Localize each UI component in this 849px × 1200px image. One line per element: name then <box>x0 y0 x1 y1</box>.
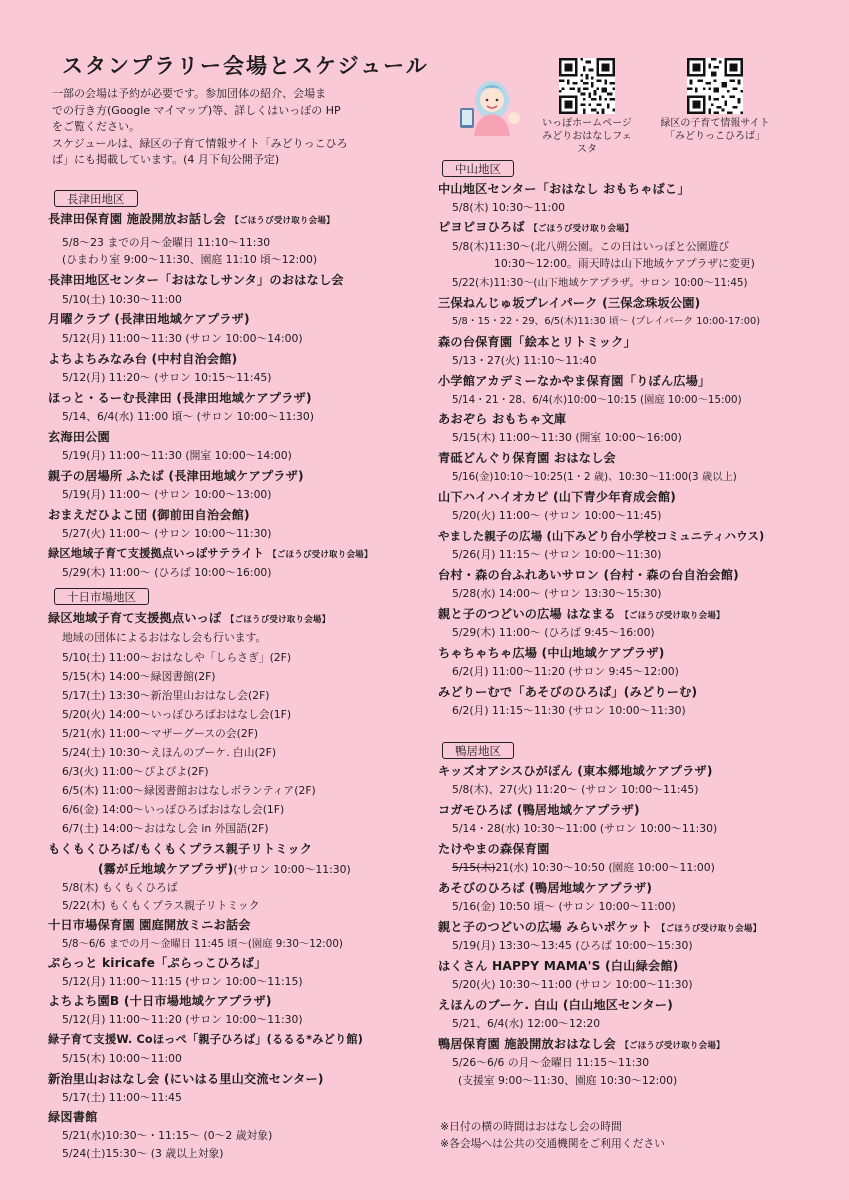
venue-title: 鴨居保育園 施設開放おはなし会 【ごほうび受け取り会場】 <box>438 1037 725 1051</box>
venue-title: あそびのひろば (鴨居地域ケアプラザ) <box>438 881 653 895</box>
schedule-line: 5/27(火) 11:00～ (サロン 10:00～11:30) <box>62 527 272 540</box>
schedule-line: 5/16(金)10:10～10:25(1・2 歳)、10:30～11:00(3 歳以上) <box>452 471 737 483</box>
schedule-line: 6/5(木) 11:00～緑図書館おはなしボランティア(2F) <box>62 784 316 797</box>
venue-subtitle: (霧が丘地域ケアプラザ)(サロン 10:00～11:30) <box>98 862 351 876</box>
region-label-kamoi: 鴨居地区 <box>442 742 514 759</box>
schedule-line: 5/13・27(火) 11:10～11:40 <box>452 354 597 367</box>
reward-tag: 【ごほうび受け取り会場】 <box>268 550 373 560</box>
region-label-nagatsuta: 長津田地区 <box>54 190 138 207</box>
schedule-line: 6/7(土) 14:00～おはなし会 in 外国語(2F) <box>62 822 269 835</box>
region-label-tokaichiba: 十日市場地区 <box>54 588 149 605</box>
venue-title: 森の台保育園「絵本とリトミック」 <box>438 335 636 349</box>
schedule-line: 5/21(水)10:30～・11:15～ (0～2 歳対象) <box>62 1129 273 1142</box>
schedule-line: 5/15(木) 14:00～緑図書館(2F) <box>62 670 216 683</box>
schedule-line: 5/14・28(水) 10:30～11:00 (サロン 10:00～11:30) <box>452 822 718 835</box>
qr-code-icon <box>559 58 615 114</box>
reward-tag: 【ごほうび受け取り会場】 <box>529 224 634 234</box>
schedule-line: 5/22(木) もくもくプラス親子リトミック <box>62 899 260 912</box>
venue-title: ちゃちゃちゃ広場 (中山地域ケアプラザ) <box>438 646 665 660</box>
schedule-line: 5/8(木)11:30～(北八朔公園。この日はいっぽと公園遊び <box>452 240 730 253</box>
schedule-line: 5/12(月) 11:00～11:15 (サロン 10:00～11:15) <box>62 975 303 988</box>
schedule-line: 5/28(水) 14:00～ (サロン 13:30～15:30) <box>452 587 662 600</box>
schedule-line: 6/2(月) 11:00～11:20 (サロン 9:45～12:00) <box>452 665 679 678</box>
schedule-line: (支援室 9:00～11:30、園庭 10:30～12:00) <box>458 1074 678 1087</box>
schedule-line: 10:30～12:00。雨天時は山下地域ケアプラザに変更) <box>494 257 755 270</box>
schedule-line: 5/8～6/6 までの月～金曜日 11:45 頃～(園庭 9:30～12:00) <box>62 938 343 950</box>
venue-title: ピヨピヨひろば 【ごほうび受け取り会場】 <box>438 220 634 234</box>
region-label-nakayama: 中山地区 <box>442 160 514 177</box>
schedule-line: 5/15(木) 11:00～11:30 (開室 10:00～16:00) <box>452 431 682 444</box>
venue-title: 親と子のつどいの広場 みらいポケット 【ごほうび受け取り会場】 <box>438 920 762 934</box>
venue-title: 緑図書館 <box>48 1110 98 1124</box>
venue-title: 緑子育て支援W. Coほっぺ「親子ひろば」(るるる*みどり館) <box>48 1033 364 1046</box>
qr-caption: いっぽホームページ <box>542 118 632 129</box>
intro-line: ば」にも掲載しています。(4 月下旬公開予定) <box>52 153 280 166</box>
venue-title: 新治里山おはなし会 (にいはる里山交流センター) <box>48 1072 324 1086</box>
venue-title: 親子の居場所 ふたば (長津田地域ケアプラザ) <box>48 469 304 483</box>
venue-title: 小学館アカデミーなかやま保育園「りぼん広場」 <box>438 374 711 388</box>
venue-title: 山下ハイハイオカピ (山下青少年育成会館) <box>438 490 676 504</box>
midorikko-qr[interactable] <box>654 58 776 143</box>
intro-line: をご覧ください。 <box>52 120 140 133</box>
schedule-line: 6/3(火) 11:00～ぴよぴよ(2F) <box>62 765 209 778</box>
footnote: ※日付の横の時間はおはなし会の時間 <box>440 1120 622 1133</box>
venue-title: 台村・森の台ふれあいサロン (台村・森の台自治会館) <box>438 568 739 582</box>
schedule-line: 5/19(月) 11:00～ (サロン 10:00～13:00) <box>62 488 272 501</box>
schedule-line: 6/6(金) 14:00～いっぽひろばおはなし会(1F) <box>62 803 285 816</box>
schedule-line: 6/2(月) 11:15～11:30 (サロン 10:00～11:30) <box>452 704 686 717</box>
page-title: スタンプラリー会場とスケジュール <box>62 54 429 78</box>
venue-title: あおぞら おもちゃ文庫 <box>438 412 567 426</box>
schedule-line: (ひまわり室 9:00～11:30、園庭 11:10 頃～12:00) <box>62 253 318 266</box>
intro-line: 一部の会場は予約が必要です。参加団体の紹介、会場ま <box>52 87 327 100</box>
venue-title: 十日市場保育園 園庭開放ミニお話会 <box>48 918 251 932</box>
schedule-line: 5/29(木) 11:00～ (ひろば 10:00～16:00) <box>62 566 272 579</box>
schedule-line: 5/21、6/4(水) 12:00～12:20 <box>452 1017 601 1030</box>
schedule-line: 5/20(火) 14:00～いっぽひろばおはなし会(1F) <box>62 708 292 721</box>
schedule-line: 5/12(月) 11:00～11:20 (サロン 10:00～11:30) <box>62 1013 303 1026</box>
intro-text <box>52 86 424 169</box>
venue-title: 長津田保育園 施設開放お話し会 【ごほうび受け取り会場】 <box>48 212 335 226</box>
schedule-line: 5/19(月) 11:00～11:30 (開室 10:00～14:00) <box>62 449 292 462</box>
schedule-line: 5/20(火) 10:30～11:00 (サロン 10:00～11:30) <box>452 978 693 991</box>
schedule-line: 5/10(土) 11:00～おはなしや「しらさぎ」(2F) <box>62 651 292 664</box>
schedule-line: 5/14・21・28、6/4(水)10:00～10:15 (園庭 10:00～15:00) <box>452 394 742 406</box>
schedule-line: 地域の団体によるおはなし会も行います。 <box>62 631 267 644</box>
schedule-line: 5/22(木)11:30～(山下地域ケアプラザ。サロン 10:00～11:45) <box>452 277 748 289</box>
venue-title: みどりーむで「あそびのひろば」(みどりーむ) <box>438 685 698 699</box>
venue-title: 中山地区センター「おはなし おもちゃばこ」 <box>438 182 690 196</box>
schedule-line: 5/29(木) 11:00～ (ひろば 9:45～16:00) <box>452 626 655 639</box>
schedule-line: 5/8(木) 10:30～11:00 <box>452 201 566 214</box>
schedule-line: 5/8～23 までの月～金曜日 11:10～11:30 <box>62 236 271 249</box>
venue-title: おまえだひよこ団 (御前田自治会館) <box>48 508 250 522</box>
schedule-line: 5/15(木)21(水) 10:30～10:50 (園庭 10:00～11:00) <box>452 861 715 874</box>
schedule-line: 5/8(木)、27(火) 11:20～ (サロン 10:00～11:45) <box>452 783 699 796</box>
schedule-line: 5/19(月) 13:30～13:45 (ひろば 10:00～15:30) <box>452 939 693 952</box>
qr-caption: 「みどりっこひろば」 <box>665 131 765 142</box>
reward-tag: 【ごほうび受け取り会場】 <box>620 611 725 621</box>
footnote: ※各会場へは公共の交通機関をご利用ください <box>440 1137 665 1150</box>
qr-caption: 緑区の子育て情報サイト <box>660 118 770 129</box>
schedule-line: 5/14、6/4(水) 11:00 頃～ (サロン 10:00～11:30) <box>62 410 314 423</box>
venue-title: 親と子のつどいの広場 はなまる 【ごほうび受け取り会場】 <box>438 607 725 621</box>
qr-code-icon <box>687 58 743 114</box>
schedule-line: 5/10(土) 10:30～11:00 <box>62 293 182 306</box>
venue-title: 青砥どんぐり保育園 おはなし会 <box>438 451 616 465</box>
schedule-line: 5/12(月) 11:20～ (サロン 10:15～11:45) <box>62 371 272 384</box>
venue-title: ほっと・るーむ長津田 (長津田地域ケアプラザ) <box>48 391 312 405</box>
schedule-line: 5/26～6/6 の月～金曜日 11:15～11:30 <box>452 1056 650 1069</box>
venue-title: 玄海田公園 <box>48 430 110 444</box>
intro-line: での行き方(Google マイマップ)等、詳しくはいっぽの HP <box>52 103 341 117</box>
venue-title: えほんのブーケ. 白山 (白山地区センター) <box>438 998 673 1012</box>
venue-title: よちよち園B (十日市場地域ケアプラザ) <box>48 994 272 1008</box>
reward-tag: 【ごほうび受け取り会場】 <box>225 615 331 625</box>
intro-line: スケジュールは、緑区の子育て情報サイト「みどりっこひろ <box>52 136 348 150</box>
reward-tag: 【ごほうび受け取り会場】 <box>620 1041 725 1051</box>
reward-tag: 【ごほうび受け取り会場】 <box>656 924 762 934</box>
cancelled-date: 5/15(木) <box>452 861 496 874</box>
venue-title: コガモひろば (鴨居地域ケアプラザ) <box>438 803 640 817</box>
schedule-line: 5/17(土) 13:30～新治里山おはなし会(2F) <box>62 689 270 702</box>
venue-title: 三保ねんじゅ坂プレイパーク (三保念珠坂公園) <box>438 296 701 310</box>
schedule-line: 5/24(土)15:30～ (3 歳以上対象) <box>62 1147 224 1160</box>
venue-title: よちよちみなみ台 (中村自治会館) <box>48 352 238 366</box>
schedule-line: 5/12(月) 11:00～11:30 (サロン 10:00～14:00) <box>62 332 303 345</box>
schedule-line: 5/24(土) 10:30～えほんのブーケ. 白山(2F) <box>62 746 277 759</box>
schedule-line: 5/8(木) もくもくひろば <box>62 881 178 894</box>
venue-title: たけやまの森保育園 <box>438 842 550 856</box>
venue-title: キッズオアシスひがぽん (東本郷地域ケアプラザ) <box>438 764 713 778</box>
venue-title: もくもくひろば/もくもくプラス親子リトミック <box>48 842 313 856</box>
schedule-line: 5/20(火) 11:00～ (サロン 10:00～11:45) <box>452 509 662 522</box>
venue-title: ぷらっと kiricafe「ぷらっこひろば」 <box>48 956 267 970</box>
venue-title: 長津田地区センター「おはなしサンタ」のおはなし会 <box>48 273 344 287</box>
homepage-qr[interactable] <box>538 58 636 156</box>
venue-title: 月曜クラブ (長津田地域ケアプラザ) <box>48 312 250 326</box>
qr-caption: みどりおはなしフェスタ <box>542 131 632 155</box>
venue-title: 緑区地域子育て支援拠点いっぽサテライト 【ごほうび受け取り会場】 <box>48 547 373 560</box>
schedule-line: 5/26(月) 11:15～ (サロン 10:00～11:30) <box>452 548 662 561</box>
mother-illustration-icon <box>452 74 524 136</box>
schedule-line: 5/16(金) 10:50 頃～ (サロン 10:00～11:00) <box>452 900 676 913</box>
venue-title: はくさん HAPPY MAMA'S (白山緑会館) <box>438 959 679 973</box>
schedule-line: 5/21(水) 11:00～マザーグースの会(2F) <box>62 727 259 740</box>
venue-title: 緑区地域子育て支援拠点いっぽ 【ごほうび受け取り会場】 <box>48 611 331 625</box>
venue-title: やました親子の広場 (山下みどり台小学校コミュニティハウス) <box>438 529 765 543</box>
schedule-line: 5/15(木) 10:00～11:00 <box>62 1052 182 1065</box>
reward-tag: 【ごほうび受け取り会場】 <box>230 216 335 226</box>
schedule-line: 5/8・15・22・29、6/5(木)11:30 頃～ (プレイパーク 10:00-17:00) <box>452 316 761 327</box>
schedule-line: 5/17(土) 11:00～11:45 <box>62 1091 182 1104</box>
